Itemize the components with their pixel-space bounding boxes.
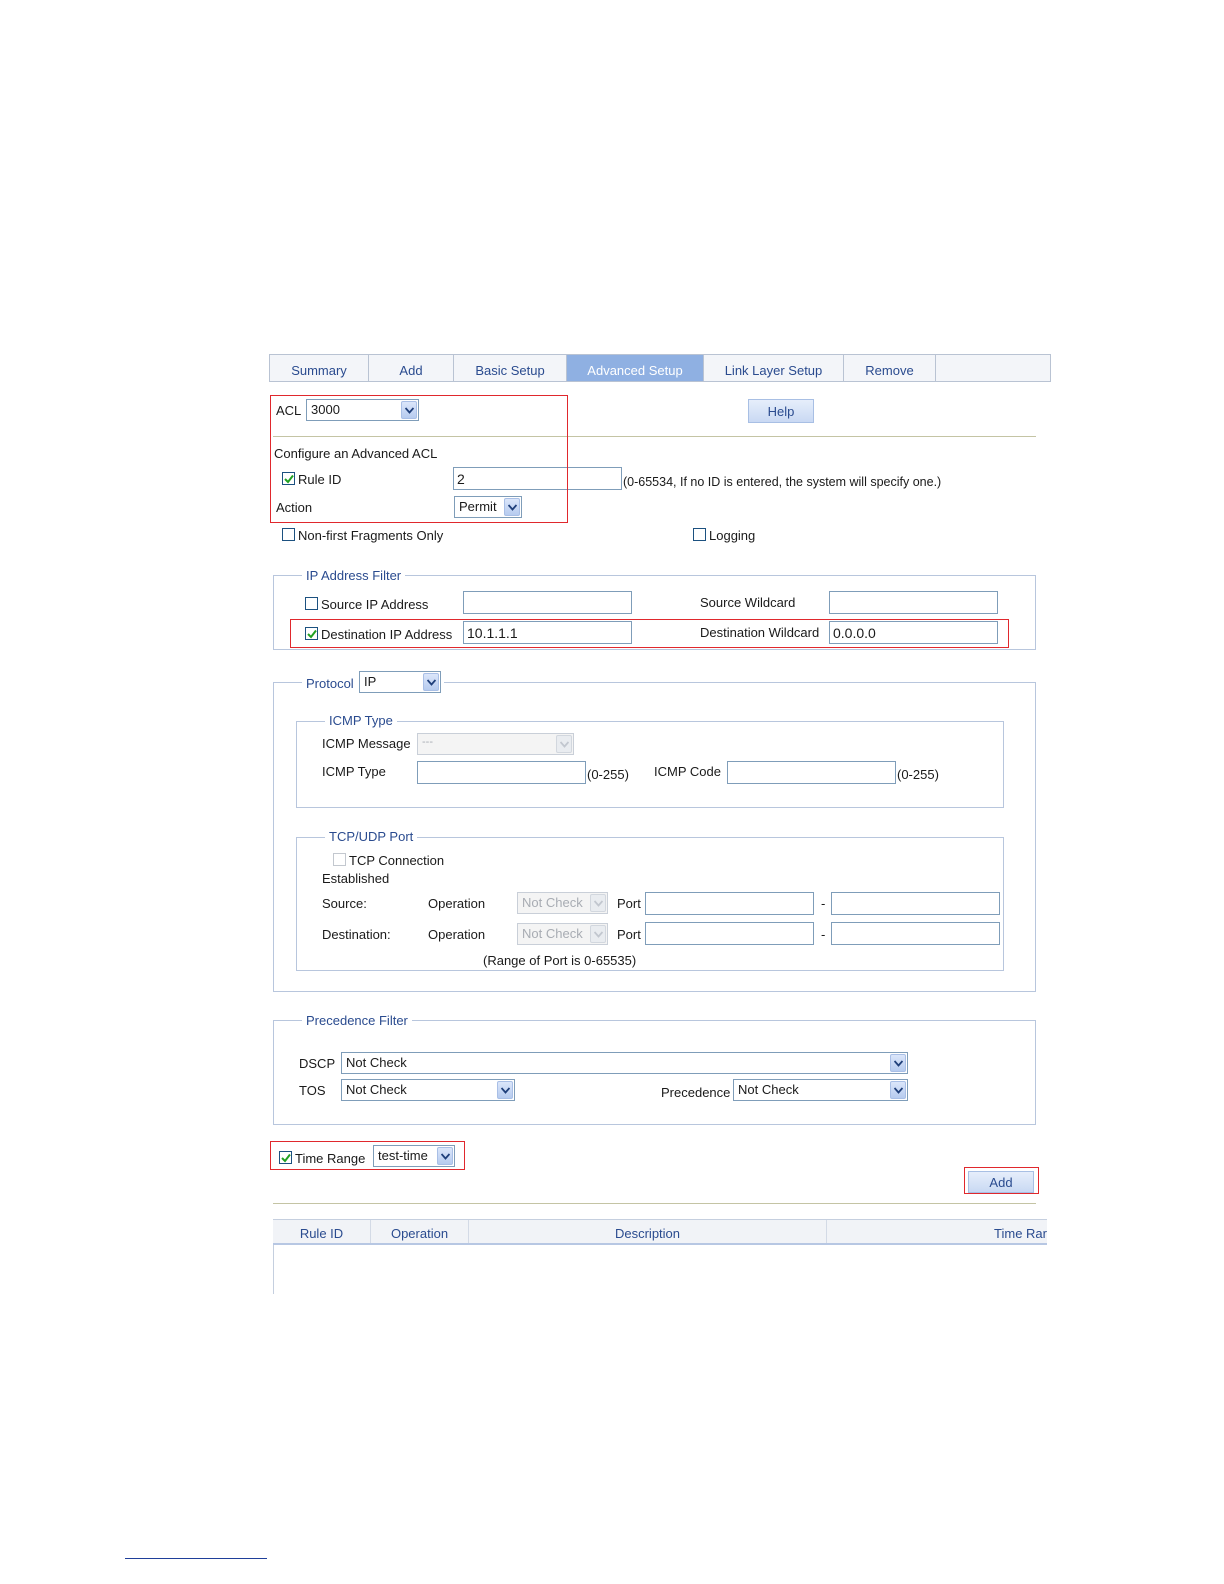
action-label: Action [276,500,313,515]
icmp-type-input[interactable] [417,761,586,784]
protocol-label: Protocol [306,676,354,691]
source-port-to-input[interactable] [831,892,1000,915]
tos-select-value: Not Check [346,1082,407,1097]
icmp-type-range: (0-255) [587,767,629,782]
destination-wildcard-label: Destination Wildcard [700,625,820,640]
destination-operation-value: Not Check [522,926,583,941]
source-port-label: Source: [322,896,367,911]
chevron-down-icon [590,894,606,912]
source-port-text: Port [617,896,641,911]
tab-advanced-setup[interactable]: Advanced Setup [567,355,704,381]
action-select-value: Permit [459,499,497,514]
icmp-message-value: --- [422,736,433,748]
source-port-dash: - [821,896,826,911]
destination-port-label: Destination: [322,927,391,942]
rules-table-header [273,1219,1047,1245]
highlight-add-button [964,1167,1039,1194]
port-range-note: (Range of Port is 0-65535) [483,953,637,968]
source-operation-value: Not Check [522,895,583,910]
tcp-udp-legend: TCP/UDP Port [325,829,417,845]
established-label: Established [322,871,390,886]
column-description[interactable]: Description [469,1220,827,1243]
chevron-down-icon [497,1081,513,1099]
configure-title: Configure an Advanced ACL [274,446,438,461]
protocol-select-value: IP [364,674,377,689]
logging-label: Logging [709,528,756,543]
chevron-down-icon [890,1081,906,1099]
destination-operation-label: Operation [428,927,486,942]
icmp-code-range: (0-255) [897,767,939,782]
tab-summary[interactable]: Summary [270,355,369,381]
acl-label: ACL [276,403,302,418]
precedence-legend: Precedence Filter [302,1013,412,1029]
source-port-from-input[interactable] [645,892,814,915]
protocol-select[interactable] [359,671,441,693]
add-button[interactable]: Add [968,1171,1034,1193]
tcp-connection-checkbox[interactable] [333,853,346,866]
highlight-acl-rule [270,395,568,523]
dscp-select[interactable] [341,1052,908,1074]
time-range-label: Time Range [295,1151,366,1166]
destination-port-dash: - [821,927,826,942]
tcp-connection-label: TCP Connection [349,853,445,868]
destination-port-to-input[interactable] [831,922,1000,945]
source-wildcard-label: Source Wildcard [700,595,796,610]
chevron-down-icon [423,673,439,691]
tab-bar [269,354,1051,382]
source-operation-label: Operation [428,896,486,911]
source-ip-label: Source IP Address [321,597,429,612]
tab-remove[interactable]: Remove [844,355,936,381]
icmp-type-label: ICMP Type [322,764,386,779]
icmp-code-label: ICMP Code [654,764,721,779]
acl-select-value: 3000 [311,402,340,417]
dscp-select-value: Not Check [346,1055,407,1070]
destination-port-text: Port [617,927,641,942]
tos-select[interactable] [341,1079,515,1101]
footnote-rule [125,1558,267,1559]
column-time-range[interactable]: Time Rar [994,1225,1047,1241]
chevron-down-icon [890,1054,906,1072]
precedence-select-value: Not Check [738,1082,799,1097]
icmp-legend: ICMP Type [325,713,397,729]
column-rule-id[interactable]: Rule ID [273,1220,371,1243]
source-ip-checkbox[interactable] [305,597,318,610]
table-left-border [273,1245,274,1294]
tab-add[interactable]: Add [369,355,454,381]
source-operation-select[interactable] [517,892,608,914]
time-range-select-value: test-time [378,1148,428,1163]
rule-id-hint: (0-65534, If no ID is entered, the system will specify one.) [623,475,942,489]
destination-ip-label: Destination IP Address [321,627,453,642]
logging-checkbox[interactable] [693,528,706,541]
tab-basic-setup[interactable]: Basic Setup [454,355,567,381]
icmp-message-label: ICMP Message [322,736,411,751]
column-operation[interactable]: Operation [371,1220,469,1243]
icmp-type-section [296,721,1004,808]
ip-filter-legend: IP Address Filter [302,568,405,584]
non-first-fragments-label: Non-first Fragments Only [298,528,444,543]
highlight-destination-ip [290,619,1009,648]
tab-link-layer-setup[interactable]: Link Layer Setup [704,355,844,381]
precedence-label: Precedence [661,1085,731,1100]
destination-port-from-input[interactable] [645,922,814,945]
highlight-time-range [270,1141,465,1170]
rule-id-label: Rule ID [298,472,342,487]
source-wildcard-input[interactable] [829,591,998,614]
chevron-down-icon [556,735,572,753]
tos-label: TOS [299,1083,326,1098]
precedence-select[interactable] [733,1079,908,1101]
dscp-label: DSCP [299,1056,336,1071]
icmp-code-input[interactable] [727,761,896,784]
help-button[interactable]: Help [748,399,814,423]
source-ip-input[interactable] [463,591,632,614]
non-first-fragments-checkbox[interactable] [282,528,295,541]
destination-operation-select[interactable] [517,923,608,945]
divider [273,1203,1036,1204]
icmp-message-select[interactable] [417,733,574,755]
chevron-down-icon [590,925,606,943]
